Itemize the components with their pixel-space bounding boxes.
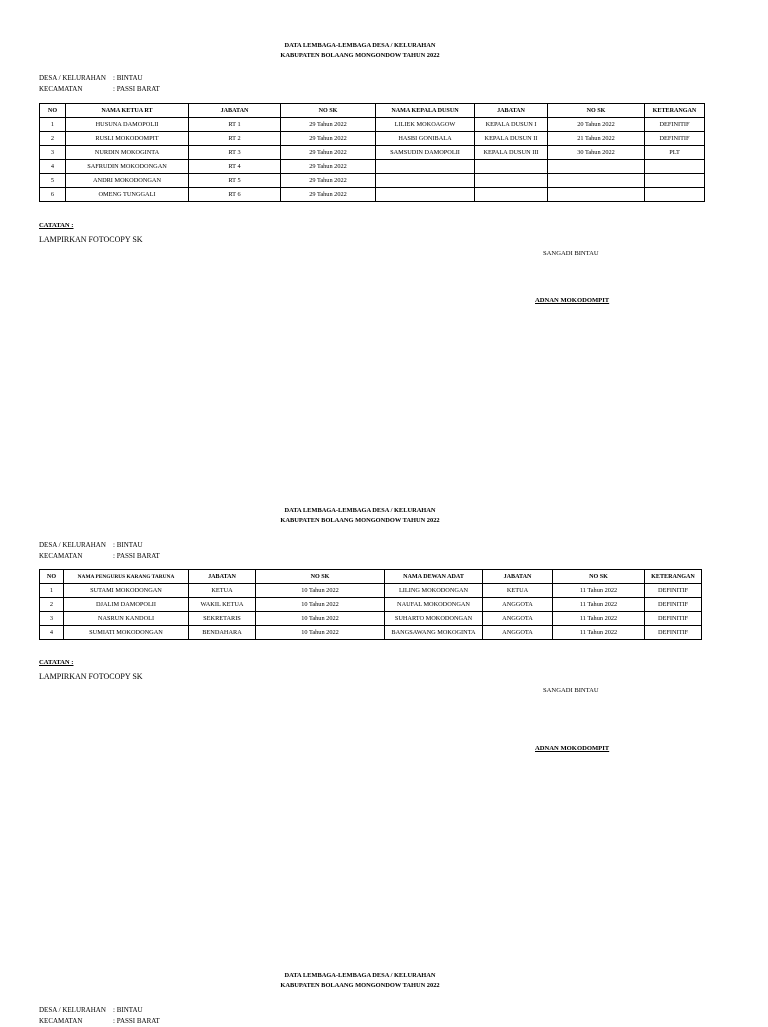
section1-signer-name: ADNAN MOKODOMPIT xyxy=(535,297,610,304)
cell: 11 Tahun 2022 xyxy=(553,584,645,598)
cell: 11 Tahun 2022 xyxy=(553,626,645,640)
table-row xyxy=(40,626,702,640)
cell: NURDIN MOKOGINTA xyxy=(66,146,189,160)
cell: HUSUNA DAMOPOLII xyxy=(66,118,189,132)
cell: 11 Tahun 2022 xyxy=(553,598,645,612)
cell: SUMIATI MOKODONGAN xyxy=(64,626,189,640)
cell: HASBI GONIBALA xyxy=(376,132,475,146)
cell: 20 Tahun 2022 xyxy=(548,118,645,132)
cell: 5 xyxy=(40,174,66,188)
section2-catatan-label: CATATAN : xyxy=(39,659,74,666)
cell: BENDAHARA xyxy=(189,626,256,640)
cell xyxy=(475,188,548,202)
section1-title-line2: KABUPATEN BOLAANG MONGONDOW TAHUN 2022 xyxy=(280,52,440,59)
section1-sangadi-label: SANGADI BINTAU xyxy=(543,250,599,257)
cell xyxy=(645,160,705,174)
cell: DEFINITIF xyxy=(645,626,702,640)
section2-table xyxy=(39,569,702,640)
header-nama-kepala-dusun: NAMA KEPALA DUSUN xyxy=(376,104,475,118)
cell: 4 xyxy=(40,626,64,640)
cell: NAUFAL MOKODONGAN xyxy=(385,598,483,612)
kecamatan-label: KECAMATAN xyxy=(39,85,83,93)
section2-title-line1: DATA LEMBAGA-LEMBAGA DESA / KELURAHAN xyxy=(284,507,436,514)
section3-title-line2: KABUPATEN BOLAANG MONGONDOW TAHUN 2022 xyxy=(280,982,440,989)
cell: 2 xyxy=(40,598,64,612)
cell: SEKRETARIS xyxy=(189,612,256,626)
header-jabatan: JABATAN xyxy=(189,570,256,584)
cell xyxy=(645,174,705,188)
header-no: NO xyxy=(40,104,66,118)
cell: SAMSUDIN DAMOPOLII xyxy=(376,146,475,160)
cell: KEPALA DUSUN III xyxy=(475,146,548,160)
cell: OMENG TUNGGALI xyxy=(66,188,189,202)
cell: ANGGOTA xyxy=(483,598,553,612)
section1-title-line1: DATA LEMBAGA-LEMBAGA DESA / KELURAHAN xyxy=(284,42,436,49)
section2-sangadi-label: SANGADI BINTAU xyxy=(543,687,599,694)
cell: 10 Tahun 2022 xyxy=(256,626,385,640)
kecamatan-value: : PASSI BARAT xyxy=(113,552,160,560)
cell: DEFINITIF xyxy=(645,598,702,612)
cell: 10 Tahun 2022 xyxy=(256,598,385,612)
cell: 6 xyxy=(40,188,66,202)
kecamatan-label: KECAMATAN xyxy=(39,1017,83,1025)
table-row xyxy=(40,598,702,612)
header-jabatan-dusun: JABATAN xyxy=(475,104,548,118)
cell: 29 Tahun 2022 xyxy=(281,188,376,202)
section2-kecamatan-row xyxy=(39,551,160,562)
table-row xyxy=(40,584,702,598)
cell xyxy=(475,174,548,188)
section3-kecamatan-row xyxy=(39,1016,160,1027)
cell: 1 xyxy=(40,118,66,132)
cell: KEPALA DUSUN II xyxy=(475,132,548,146)
cell: ANDRI MOKODONGAN xyxy=(66,174,189,188)
header-nama-dewan-adat: NAMA DEWAN ADAT xyxy=(385,570,483,584)
header-nama-ketua-rt: NAMA KETUA RT xyxy=(66,104,189,118)
cell xyxy=(376,160,475,174)
cell: 29 Tahun 2022 xyxy=(281,132,376,146)
header-jabatan-adat: JABATAN xyxy=(483,570,553,584)
table-header-row xyxy=(40,570,702,584)
kecamatan-value: : PASSI BARAT xyxy=(113,85,160,93)
cell: 4 xyxy=(40,160,66,174)
section2-signer-name: ADNAN MOKODOMPIT xyxy=(535,745,610,752)
cell: RT 5 xyxy=(189,174,281,188)
section2-title-line2: KABUPATEN BOLAANG MONGONDOW TAHUN 2022 xyxy=(280,517,440,524)
cell: KETUA xyxy=(483,584,553,598)
table-row xyxy=(40,146,705,160)
header-no: NO xyxy=(40,570,64,584)
table-row xyxy=(40,132,705,146)
cell: 10 Tahun 2022 xyxy=(256,584,385,598)
cell: 3 xyxy=(40,146,66,160)
cell: RUSLI MOKODOMPIT xyxy=(66,132,189,146)
table-row xyxy=(40,174,705,188)
cell: 11 Tahun 2022 xyxy=(553,612,645,626)
header-no-sk: NO SK xyxy=(281,104,376,118)
cell xyxy=(548,160,645,174)
cell: ANGGOTA xyxy=(483,612,553,626)
cell: LILIEK MOKOAGOW xyxy=(376,118,475,132)
header-no-sk: NO SK xyxy=(256,570,385,584)
table-row xyxy=(40,118,705,132)
cell: RT 4 xyxy=(189,160,281,174)
cell: KEPALA DUSUN I xyxy=(475,118,548,132)
cell: 10 Tahun 2022 xyxy=(256,612,385,626)
cell: DEFINITIF xyxy=(645,612,702,626)
cell xyxy=(376,174,475,188)
desa-value: : BINTAU xyxy=(113,74,143,82)
cell: LILING MOKODONGAN xyxy=(385,584,483,598)
cell: RT 2 xyxy=(189,132,281,146)
cell: RT 1 xyxy=(189,118,281,132)
section1-lampiran-note: LAMPIRKAN FOTOCOPY SK xyxy=(39,235,143,244)
table-row xyxy=(40,160,705,174)
table-row xyxy=(40,188,705,202)
section1-table xyxy=(39,103,705,202)
desa-label: DESA / KELURAHAN xyxy=(39,1006,106,1014)
header-no-sk-adat: NO SK xyxy=(553,570,645,584)
desa-label: DESA / KELURAHAN xyxy=(39,541,106,549)
table-header-row xyxy=(40,104,705,118)
cell: RT 6 xyxy=(189,188,281,202)
section3-title-line1: DATA LEMBAGA-LEMBAGA DESA / KELURAHAN xyxy=(284,972,436,979)
table-row xyxy=(40,612,702,626)
cell: 30 Tahun 2022 xyxy=(548,146,645,160)
cell: NASRUN KANDOLI xyxy=(64,612,189,626)
cell: DEFINITIF xyxy=(645,132,705,146)
cell: RT 3 xyxy=(189,146,281,160)
cell: 29 Tahun 2022 xyxy=(281,118,376,132)
header-no-sk-dusun: NO SK xyxy=(548,104,645,118)
cell: 29 Tahun 2022 xyxy=(281,160,376,174)
desa-label: DESA / KELURAHAN xyxy=(39,74,106,82)
section1-desa-row xyxy=(39,73,143,84)
cell: 29 Tahun 2022 xyxy=(281,174,376,188)
cell: 1 xyxy=(40,584,64,598)
cell xyxy=(548,188,645,202)
cell: ANGGOTA xyxy=(483,626,553,640)
cell: DEFINITIF xyxy=(645,584,702,598)
section2-desa-row xyxy=(39,540,143,551)
header-jabatan: JABATAN xyxy=(189,104,281,118)
cell: SAFRUDIN MOKODONGAN xyxy=(66,160,189,174)
header-keterangan: KETERANGAN xyxy=(645,104,705,118)
cell: 21 Tahun 2022 xyxy=(548,132,645,146)
section2-lampiran-note: LAMPIRKAN FOTOCOPY SK xyxy=(39,672,143,681)
header-nama-pengurus-karang-taruna: NAMA PENGURUS KARANG TARUNA xyxy=(64,570,189,584)
cell: SUHARTO MOKODONGAN xyxy=(385,612,483,626)
section1-kecamatan-row xyxy=(39,84,160,95)
cell: DEFINITIF xyxy=(645,118,705,132)
cell: PLT xyxy=(645,146,705,160)
desa-value: : BINTAU xyxy=(113,1006,143,1014)
cell: WAKIL KETUA xyxy=(189,598,256,612)
cell: 2 xyxy=(40,132,66,146)
cell: 3 xyxy=(40,612,64,626)
cell xyxy=(376,188,475,202)
header-keterangan: KETERANGAN xyxy=(645,570,702,584)
desa-value: : BINTAU xyxy=(113,541,143,549)
kecamatan-value: : PASSI BARAT xyxy=(113,1017,160,1025)
cell: KETUA xyxy=(189,584,256,598)
cell xyxy=(645,188,705,202)
cell: DJALIM DAMOPOLII xyxy=(64,598,189,612)
cell: SUTAMI MOKODONGAN xyxy=(64,584,189,598)
section1-catatan-label: CATATAN : xyxy=(39,222,74,229)
cell xyxy=(475,160,548,174)
section3-desa-row xyxy=(39,1005,143,1016)
kecamatan-label: KECAMATAN xyxy=(39,552,83,560)
cell: BANGSAWANG MOKOGINTA xyxy=(385,626,483,640)
cell xyxy=(548,174,645,188)
cell: 29 Tahun 2022 xyxy=(281,146,376,160)
